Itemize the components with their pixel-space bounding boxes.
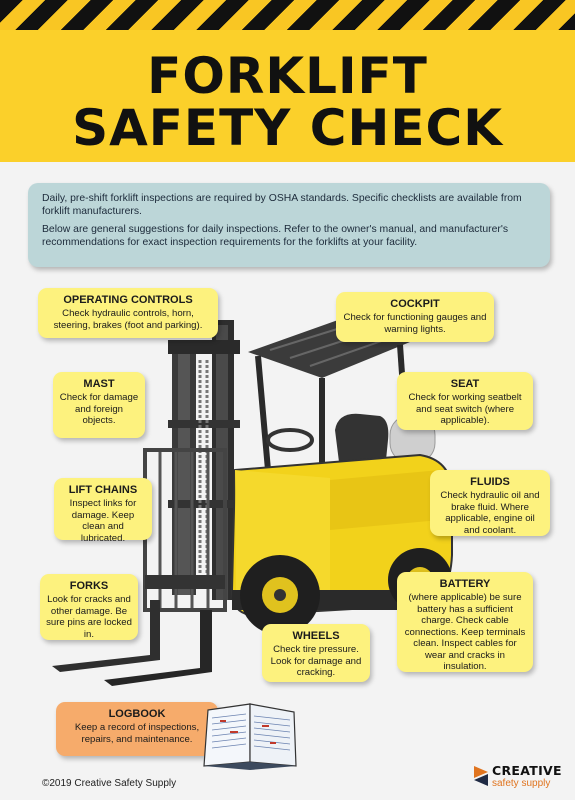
brand-logo bbox=[470, 762, 570, 792]
callout-lift-chains bbox=[54, 478, 152, 544]
callout-logbook bbox=[56, 702, 218, 756]
callout-text: Check for damage and foreign objects. bbox=[59, 392, 139, 426]
callout-text: Check hydraulic controls, horn, steering, brakes (foot and parking). bbox=[53, 308, 203, 331]
callout-text: Look for cracks and other damage. Be sure pins are locked in. bbox=[46, 594, 132, 640]
callout-title: FLUIDS bbox=[470, 476, 510, 488]
title-line-1: FORKLIFT bbox=[147, 47, 428, 105]
callout-text: Check for functioning gauges and warning lights. bbox=[343, 312, 487, 335]
intro-paragraph-1: Daily, pre-shift forklift inspections are required by OSHA standards. Specific checklists are available from forklift manufacturers. bbox=[42, 193, 522, 217]
callout-text: Check tire pressure. Look for damage and cracking. bbox=[270, 644, 362, 678]
copyright-text: ©2019 Creative Safety Supply bbox=[42, 778, 177, 789]
callout-forks bbox=[40, 574, 138, 640]
callout-title: COCKPIT bbox=[390, 298, 440, 310]
callout-title: SEAT bbox=[450, 378, 480, 390]
brand-tagline: safety supply bbox=[492, 778, 551, 789]
creative-safety-supply-logo-icon bbox=[472, 764, 490, 788]
callout-title: LIFT CHAINS bbox=[68, 484, 138, 496]
callout-wheels bbox=[262, 624, 370, 682]
callout-operating-controls bbox=[38, 288, 218, 338]
callout-battery bbox=[397, 572, 533, 672]
callout-text: (where applicable) be sure battery has a sufficient charge. Check cable connections. Keep terminals clean. Inspect cables for wear and cracks in insulation. bbox=[404, 592, 526, 672]
intro-paragraph-2: Below are general suggestions for daily inspections. Refer to the owner's manual, and manufacturer's recommendations for exact inspection requirements for the forklifts at your facility. bbox=[42, 224, 509, 248]
callout-cockpit bbox=[336, 292, 494, 342]
callout-title: LOGBOOK bbox=[108, 708, 166, 720]
callout-mast bbox=[53, 372, 145, 438]
callout-title: BATTERY bbox=[439, 578, 491, 590]
forklift-mast bbox=[168, 320, 240, 600]
logbook-illustration bbox=[200, 700, 300, 770]
steering-wheel bbox=[268, 430, 312, 450]
brand-name: CREATIVE bbox=[492, 763, 562, 778]
callout-seat bbox=[397, 372, 533, 430]
callout-title: MAST bbox=[83, 378, 115, 390]
callout-text: Keep a record of inspections, repairs, and maintenance. bbox=[74, 722, 200, 745]
callout-title: WHEELS bbox=[292, 630, 340, 642]
callout-title: FORKS bbox=[69, 580, 109, 592]
callout-fluids bbox=[430, 470, 550, 536]
title-line-2: SAFETY CHECK bbox=[72, 99, 503, 157]
callout-text: Inspect links for damage. Keep clean and lubricated. bbox=[69, 498, 137, 544]
callout-text: Check hydraulic oil and brake fluid. Where applicable, engine oil and coolant. bbox=[440, 490, 540, 536]
callout-text: Check for working seatbelt and seat switch (where applicable). bbox=[408, 392, 522, 426]
callout-title: OPERATING CONTROLS bbox=[63, 294, 193, 306]
